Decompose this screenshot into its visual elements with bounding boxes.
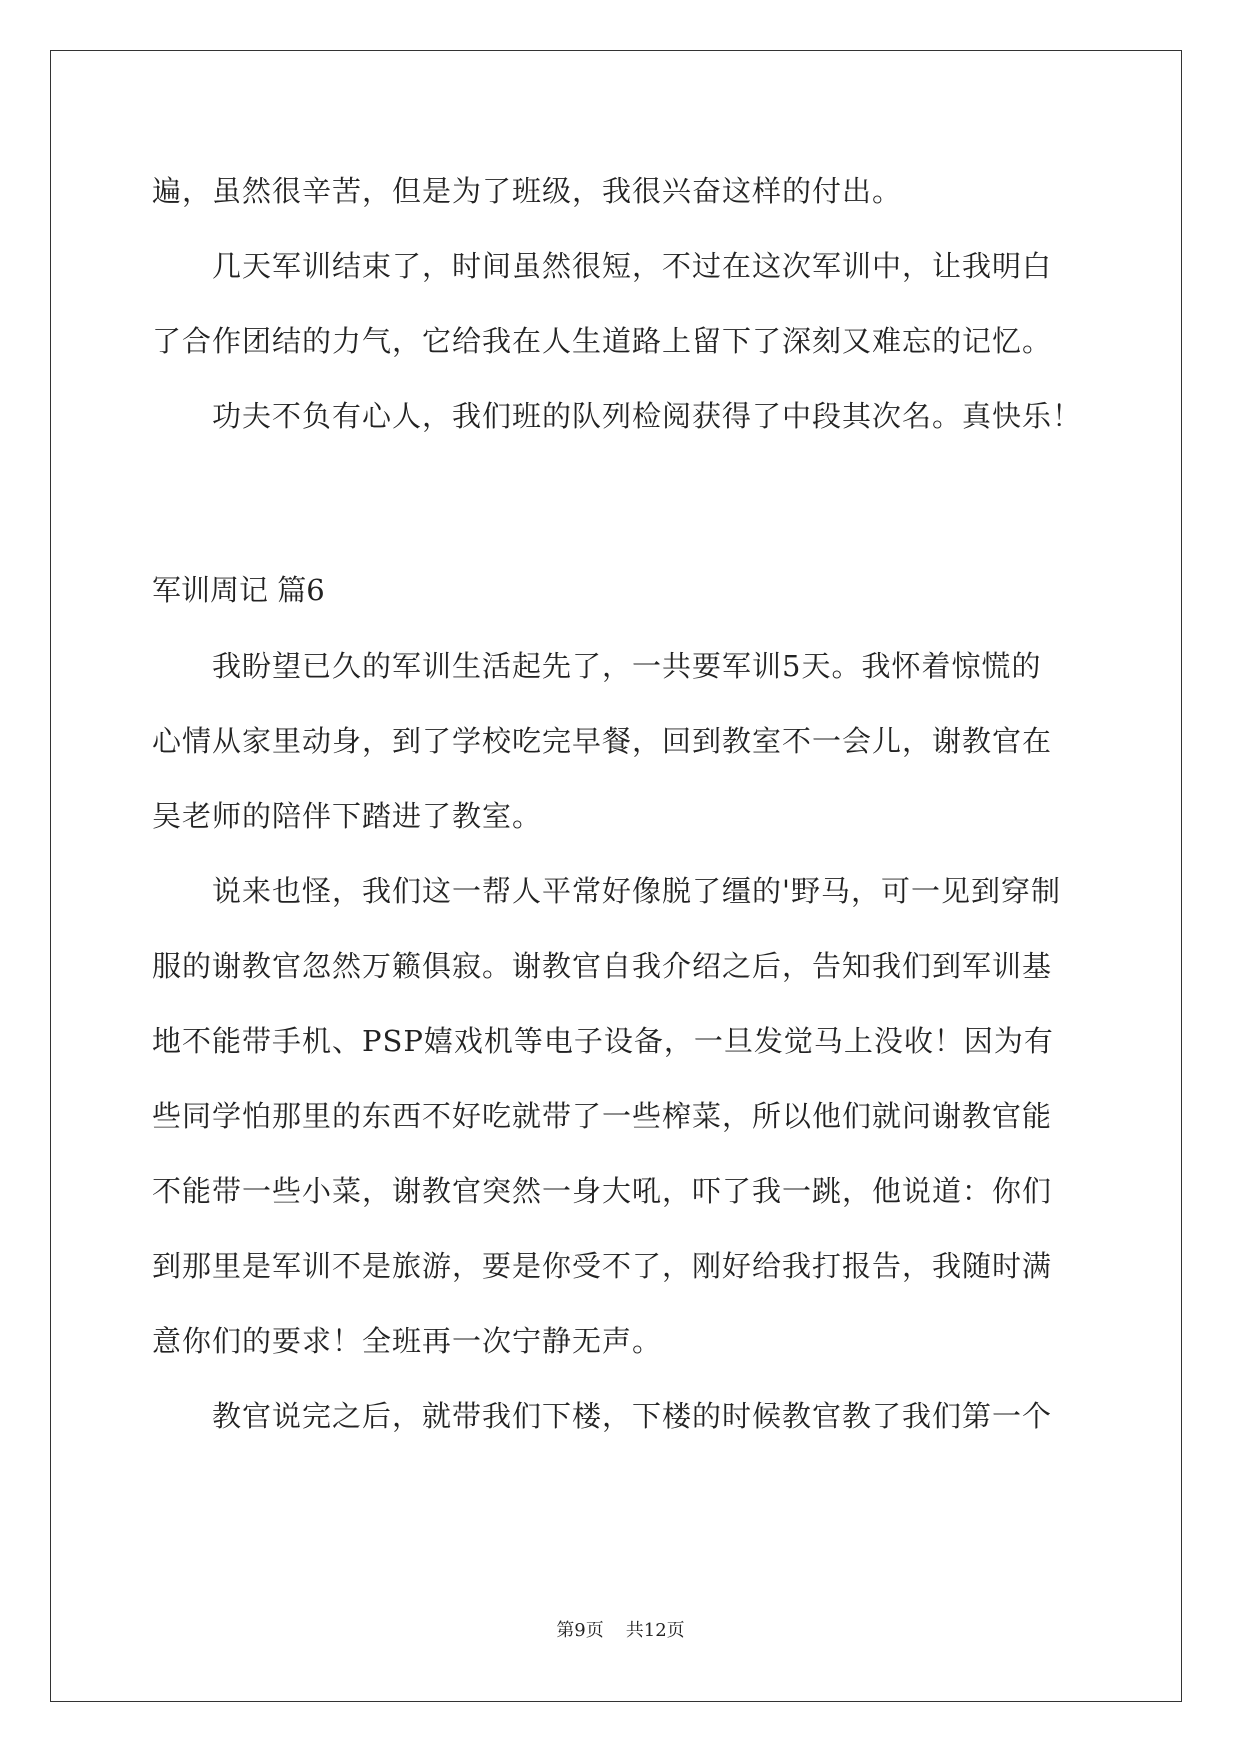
section-paragraph-1-line-3: 吴老师的陪伴下踏进了教室。 <box>152 799 543 833</box>
section-heading: 军训周记 篇6 <box>152 573 325 607</box>
section-paragraph-2-line-1: 说来也怪，我们这一帮人平常好像脱了缰的'野马，可一见到穿制 <box>212 874 1061 908</box>
section-paragraph-2-line-4: 些同学怕那里的东西不好吃就带了一些榨菜，所以他们就问谢教官能 <box>152 1099 1053 1133</box>
section-paragraph-1-line-2: 心情从家里动身，到了学校吃完早餐，回到教室不一会儿，谢教官在 <box>152 724 1053 758</box>
page-number: 第9页 <box>556 1620 604 1641</box>
page-total: 共12页 <box>625 1620 685 1641</box>
page-footer <box>0 1619 1241 1643</box>
section-paragraph-2-line-7: 意你们的要求！全班再一次宁静无声。 <box>152 1324 663 1358</box>
section-paragraph-1-line-1: 我盼望已久的军训生活起先了，一共要军训5天。我怀着惊慌的 <box>212 649 1042 683</box>
section-paragraph-3-line-1: 教官说完之后，就带我们下楼，下楼的时候教官教了我们第一个 <box>212 1399 1053 1433</box>
section-paragraph-2-line-6: 到那里是军训不是旅游，要是你受不了，刚好给我打报告，我随时满 <box>152 1249 1053 1283</box>
paragraph-2-line-2: 了合作团结的力气，它给我在人生道路上留下了深刻又难忘的记忆。 <box>152 324 1053 358</box>
paragraph-3-line-1: 功夫不负有心人，我们班的队列检阅获得了中段其次名。真快乐！ <box>212 399 1083 433</box>
paragraph-1-line-1: 遍，虽然很辛苦，但是为了班级，我很兴奋这样的付出。 <box>152 174 903 208</box>
section-paragraph-2-line-3: 地不能带手机、PSP嬉戏机等电子设备，一旦发觉马上没收！因为有 <box>152 1024 1054 1058</box>
section-paragraph-2-line-2: 服的谢教官忽然万籁俱寂。谢教官自我介绍之后，告知我们到军训基 <box>152 949 1053 983</box>
section-paragraph-2-line-5: 不能带一些小菜，谢教官突然一身大吼，吓了我一跳，他说道：你们 <box>152 1174 1053 1208</box>
paragraph-2-line-1: 几天军训结束了，时间虽然很短，不过在这次军训中，让我明白 <box>212 249 1053 283</box>
